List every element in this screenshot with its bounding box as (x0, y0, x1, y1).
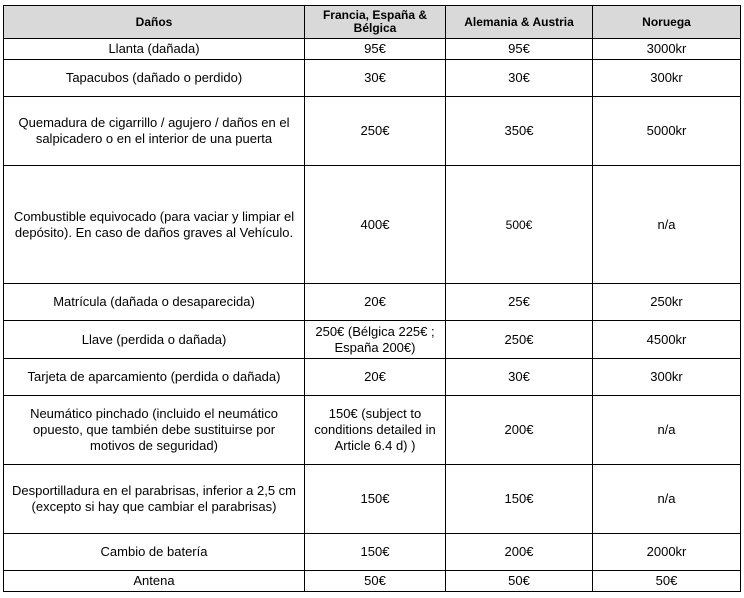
fee-noruega: 300kr (593, 60, 741, 97)
fee-noruega: n/a (593, 465, 741, 534)
fee-alemania-austria: 30€ (446, 359, 593, 396)
fee-francia-espana-belgica: 250€ (305, 97, 446, 166)
damage-cell: Llave (perdida o dañada) (4, 321, 305, 359)
damage-cell: Tapacubos (dañado o perdido) (4, 60, 305, 97)
fee-alemania-austria: 200€ (446, 534, 593, 571)
fee-francia-espana-belgica: 150€ (subject to conditions detailed in Article 6.4 d) ) (305, 396, 446, 465)
table-row (4, 465, 741, 534)
damage-cell: Neumático pinchado (incluido el neumático opuesto, que también debe sustituirse por motivos de seguridad) (4, 396, 305, 465)
table-row (4, 39, 741, 60)
table-row (4, 284, 741, 321)
table-row (4, 166, 741, 284)
fee-alemania-austria: 250€ (446, 321, 593, 359)
damage-cell: Antena (4, 571, 305, 592)
fee-noruega: 5000kr (593, 97, 741, 166)
fee-alemania-austria: 150€ (446, 465, 593, 534)
fee-noruega: 300kr (593, 359, 741, 396)
fee-noruega: n/a (593, 396, 741, 465)
damage-fees-table (3, 5, 741, 592)
damage-cell: Combustible equivocado (para vaciar y limpiar el depósito). En caso de daños graves al Vehículo. (4, 166, 305, 284)
header-francia-espana-belgica: Francia, España & Bélgica (305, 6, 446, 39)
fee-noruega: n/a (593, 166, 741, 284)
damage-cell: Cambio de batería (4, 534, 305, 571)
fee-noruega: 3000kr (593, 39, 741, 60)
table-row (4, 97, 741, 166)
fee-francia-espana-belgica: 150€ (305, 465, 446, 534)
fee-noruega: 4500kr (593, 321, 741, 359)
table-row (4, 321, 741, 359)
fee-francia-espana-belgica: 150€ (305, 534, 446, 571)
table-row (4, 60, 741, 97)
fee-alemania-austria: 350€ (446, 97, 593, 166)
header-danos: Daños (4, 6, 305, 39)
fee-francia-espana-belgica: 250€ (Bélgica 225€ ; España 200€) (305, 321, 446, 359)
header-noruega: Noruega (593, 6, 741, 39)
fee-francia-espana-belgica: 50€ (305, 571, 446, 592)
fee-francia-espana-belgica: 20€ (305, 359, 446, 396)
fee-alemania-austria: 30€ (446, 60, 593, 97)
table-row (4, 534, 741, 571)
fee-francia-espana-belgica: 20€ (305, 284, 446, 321)
fee-noruega: 2000kr (593, 534, 741, 571)
fee-noruega: 250kr (593, 284, 741, 321)
damage-cell: Desportilladura en el parabrisas, inferior a 2,5 cm (excepto si hay que cambiar el parabrisas) (4, 465, 305, 534)
table-row (4, 396, 741, 465)
fee-alemania-austria: 200€ (446, 396, 593, 465)
fee-alemania-austria: 50€ (446, 571, 593, 592)
damage-cell: Llanta (dañada) (4, 39, 305, 60)
fee-francia-espana-belgica: 30€ (305, 60, 446, 97)
fee-alemania-austria: 25€ (446, 284, 593, 321)
fee-francia-espana-belgica: 95€ (305, 39, 446, 60)
damage-cell: Quemadura de cigarrillo / agujero / daños en el salpicadero o en el interior de una puerta (4, 97, 305, 166)
fee-francia-espana-belgica: 400€ (305, 166, 446, 284)
header-alemania-austria: Alemania & Austria (446, 6, 593, 39)
table-row (4, 359, 741, 396)
header-row (4, 6, 741, 39)
fee-noruega: 50€ (593, 571, 741, 592)
damage-cell: Tarjeta de aparcamiento (perdida o dañada) (4, 359, 305, 396)
fee-alemania-austria: 500€ (446, 166, 593, 284)
table-row (4, 571, 741, 592)
fee-alemania-austria: 95€ (446, 39, 593, 60)
damage-cell: Matrícula (dañada o desaparecida) (4, 284, 305, 321)
